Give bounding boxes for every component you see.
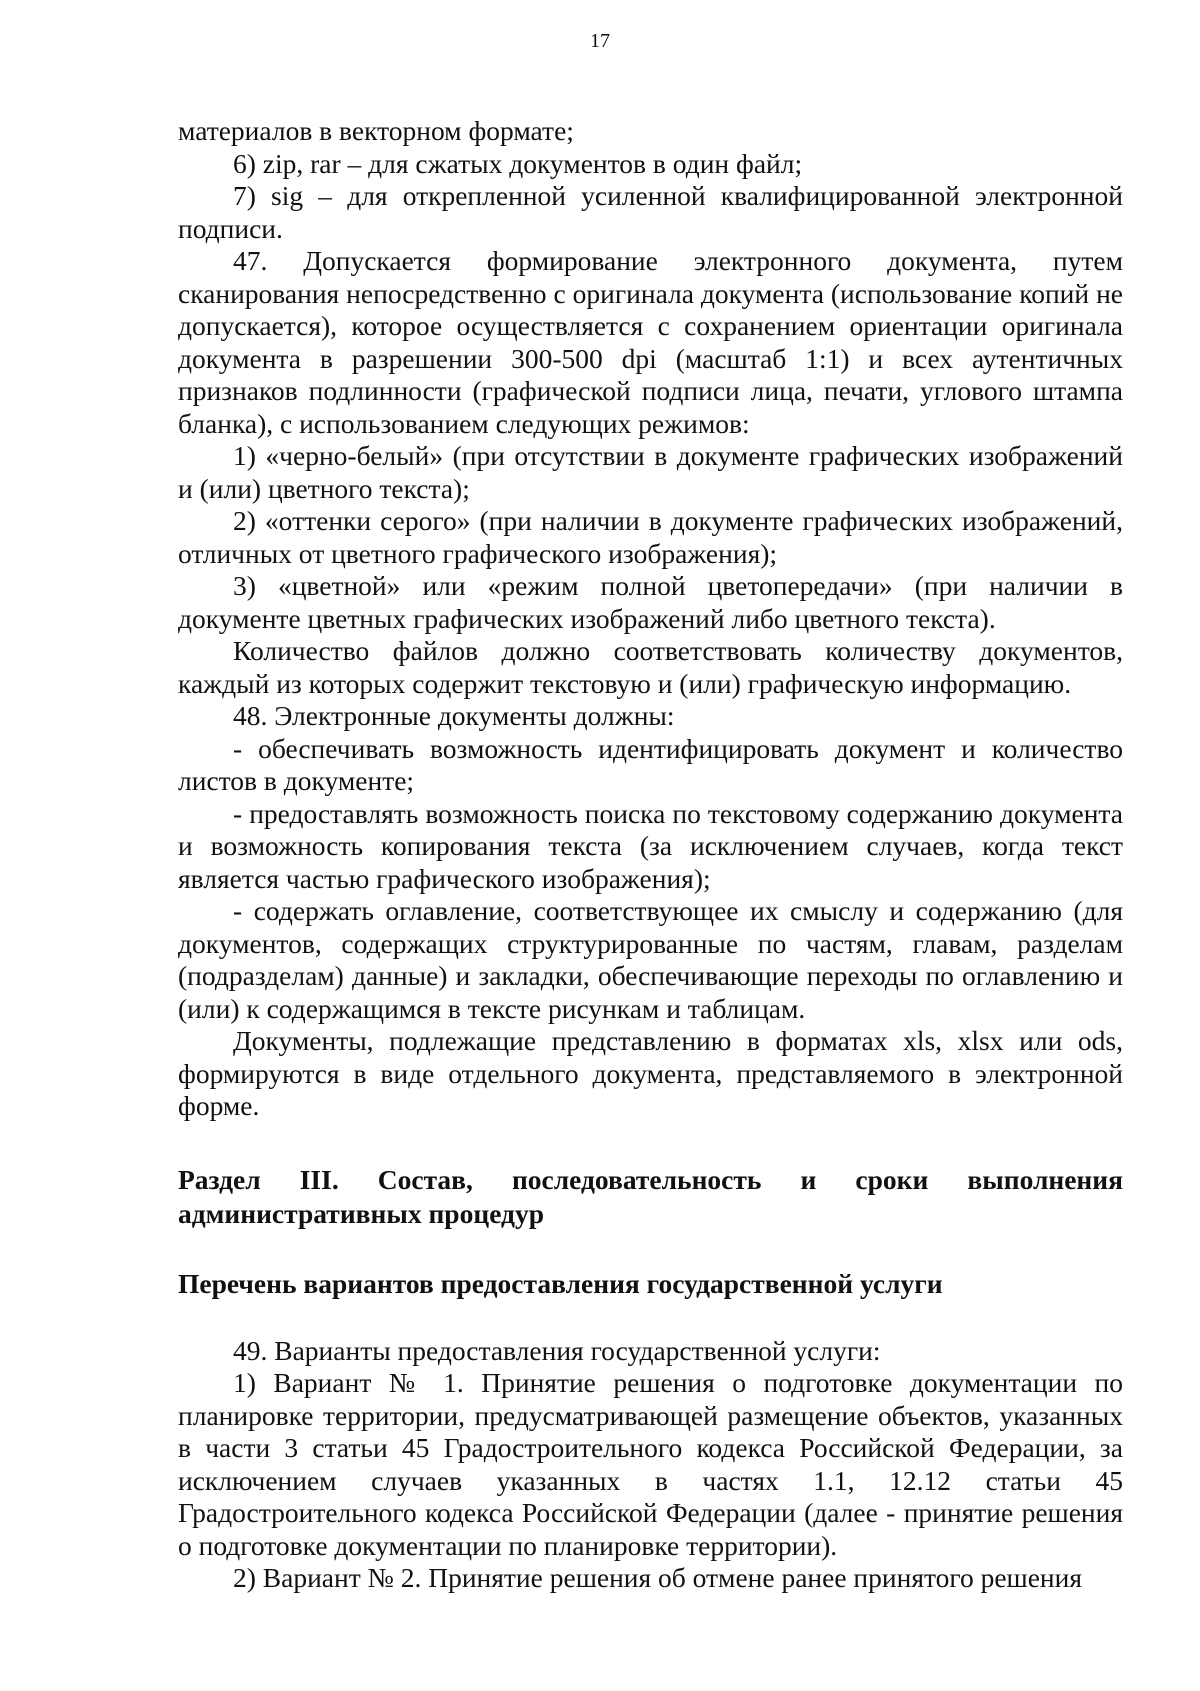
paragraph: 2) «оттенки серого» (при наличии в документе графических изображений, отличных от цветного графического изображения); <box>178 505 1123 569</box>
paragraph: 6) zip, rar – для сжатых документов в один файл; <box>233 147 803 179</box>
paragraph: 1) Вариант № 1. Принятие решения о подготовке документации по планировке территории, предусматривающей размещение объектов, указанных в части 3 статьи 45 Градостроительного кодекса Российской Федерации, за исключением случаев указанных в частях 1.1, 12.12 статьи 45 Градостроительного кодекса Российской Федерации (далее - принятие решения о подготовке документации по планировке территории). <box>178 1367 1123 1561</box>
page-number: 17 <box>590 30 610 52</box>
paragraph: - обеспечивать возможность идентифицировать документ и количество листов в документе; <box>178 732 1123 796</box>
paragraph: материалов в векторном формате; <box>178 115 574 146</box>
paragraph: 48. Электронные документы должны: <box>233 700 675 731</box>
paragraph: 3) «цветной» или «режим полной цветопередачи» (при наличии в документе цветных графических изображений либо цветного текста). <box>178 570 1123 634</box>
paragraph: 1) «черно-белый» (при отсутствии в документе графических изображений и (или) цветного текста); <box>178 440 1123 504</box>
paragraph: 47. Допускается формирование электронного документа, путем сканирования непосредственно с оригинала документа (использование копий не допускается), которое осуществляется с сохранением ориентации оригинала документа в разрешении 300-500 dpi (масштаб 1:1) и всех аутентичных признаков подлинности (графической подписи лица, печати, углового штампа бланка), с использованием следующих режимов: <box>178 245 1123 439</box>
document-body <box>178 115 1123 1595</box>
paragraph: 49. Варианты предоставления государственной услуги: <box>233 1334 881 1366</box>
paragraph: Количество файлов должно соответствовать количеству документов, каждый из которых содержит текстовую и (или) графическую информацию. <box>178 635 1123 699</box>
paragraph: 7) sig – для открепленной усиленной квалифицированной электронной подписи. <box>178 180 1123 244</box>
paragraph: 2) Вариант № 2. Принятие решения об отмене ранее принятого решения <box>233 1562 1083 1593</box>
section-heading: Раздел III. Состав, последовательность и сроки выполнения административных процедур <box>178 1163 1123 1229</box>
paragraph: - предоставлять возможность поиска по текстовому содержанию документа и возможность копирования текста (за исключением случаев, когда текст является частью графического изображения); <box>178 797 1123 894</box>
paragraph: - содержать оглавление, соответствующее их смыслу и содержанию (для документов, содержащих структурированные по частям, главам, разделам (подразделам) данные) и закладки, обеспечивающие переходы по оглавлению и (или) к содержащимся в тексте рисункам и таблицам. <box>178 895 1123 1024</box>
paragraph: Документы, подлежащие представлению в форматах xls, xlsx или ods, формируются в виде отдельного документа, представляемого в электронной форме. <box>178 1025 1123 1121</box>
subsection-heading: Перечень вариантов предоставления государственной услуги <box>178 1267 943 1299</box>
